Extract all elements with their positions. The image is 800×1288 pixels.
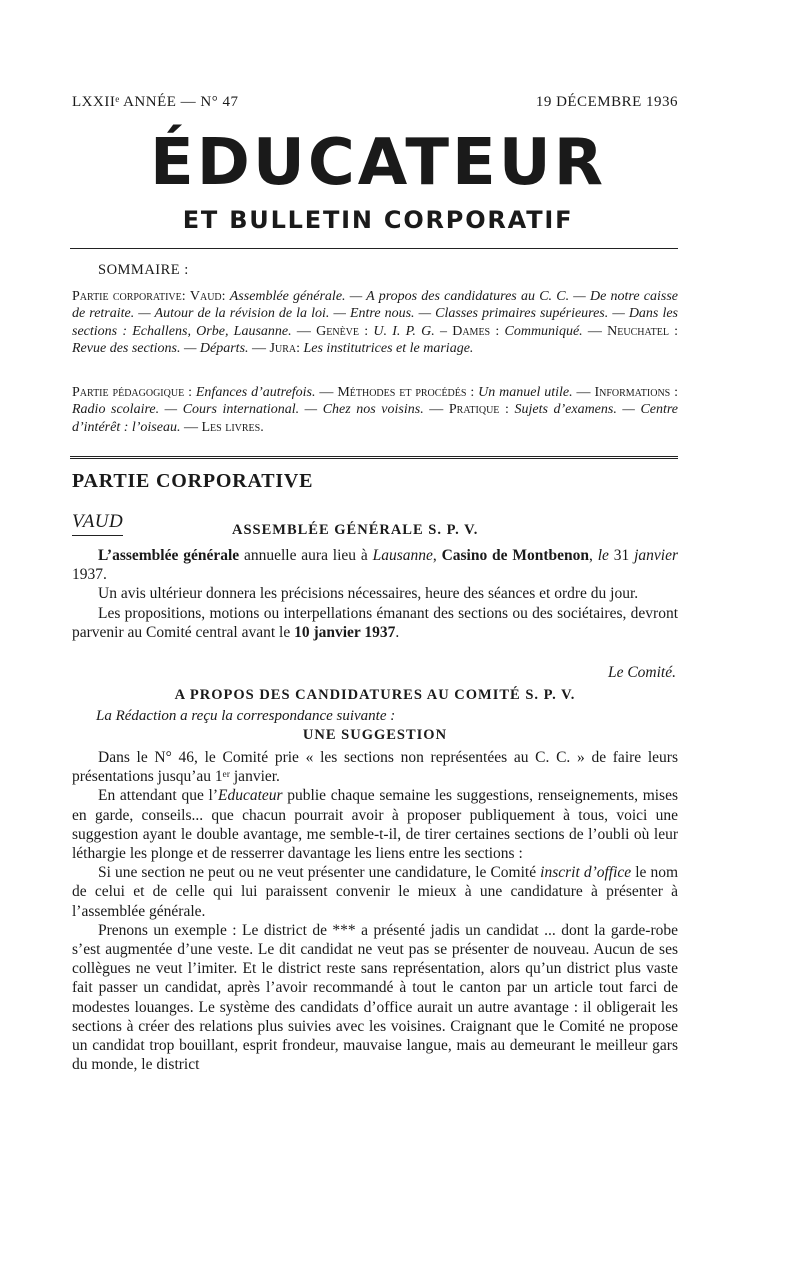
sommaire-label: Vaud	[189, 289, 222, 304]
issue-header	[72, 94, 678, 111]
sommaire-items: U. I. P. G.	[373, 323, 435, 339]
paragraph: Prenons un exemple : Le district de *** a présenté jadis un candidat ... dont la garde-robe s’est augmentée d’une veste. Le dit candidat ne veut pas se présenter de nouveau. Aucun de ses collègues ne veut l’imiter. Et le district reste sans représentation, alors qu’un district plus vaste fait passer un candidat, après l’avoir recommandé à tout le canton par un article tout farci de modestes louanges. Le système des candidats d’office aurait un autre avantage : il obligerait les sections à créer des relations plus suivies avec les voisines. Craignant que le Comité ne propose un candidat trop bouillant, esprit frondeur, mauvaise langue, mais au demeurant le meilleur gars du monde, le district	[72, 921, 678, 1074]
bold-text: 10 janvier 1937	[294, 623, 396, 641]
sommaire-label: Neuchatel	[607, 323, 669, 339]
paragraph	[72, 546, 678, 584]
signature: Le Comité.	[607, 664, 676, 681]
article-intro: La Rédaction a reçu la correspondance suivante :	[96, 708, 396, 724]
canton-heading: VAUD	[72, 511, 123, 536]
text: 31	[608, 547, 635, 564]
section-title: PARTIE CORPORATIVE	[72, 470, 314, 492]
italic-text: le	[597, 547, 609, 564]
paragraph	[72, 863, 678, 921]
italic-text: janvier	[634, 547, 678, 564]
article-candidatures	[72, 748, 678, 1074]
text: annuelle aura lieu à	[239, 547, 373, 564]
text: 1937.	[72, 566, 107, 584]
sommaire-pedagogique: Partie pédagogique : Enfances d’autrefois. — Méthodes et procédés : Un manuel utile. — Informations : Radio scolaire. — Cours international. — Chez nos voisins. — Pratique : Sujets d’examens. — Centre d’intérêt : l’oiseau. — Les livres.	[72, 385, 679, 435]
paragraph: Dans le N° 46, le Comité prie « les sections non représentées au C. C. » de faire leurs présentations jusqu’au 1ᵉʳ janvier.	[72, 749, 678, 786]
sommaire-label: Les livres.	[201, 419, 264, 435]
text: publie chaque semaine les suggestions, renseignements, mises en garde, conseils... que chacun pourrait avoir à proposer publiquement à tous, voici une suggestion ayant le double avantage, me semble-t-il, de tirer certaines sections de l’oubli où leur léthargie les plonge et de resserrer davantage les liens entre les sections :	[72, 787, 679, 863]
italic-text: Lausanne	[372, 547, 433, 564]
sommaire-label: Partie corporative	[72, 289, 182, 304]
bold-text: L’assemblée générale	[98, 547, 240, 564]
text: ,	[432, 547, 442, 564]
sommaire-label: Jura	[269, 341, 297, 357]
sommaire-items: Assemblée générale. — A propos des candidatures au C. C. — De notre caisse de retraite. — Autour de la révision de la loi. — Entre nous. — Classes primaires supérieures. — Dans les sections : Echallens, Orbe, Lausanne.	[72, 289, 678, 339]
sommaire-corporative: Partie corporative: Vaud: Assemblée générale. — A propos des candidatures au C. C. — De notre caisse de retraite. — Autour de la révision de la loi. — Entre nous. — Classes primaires supérieures. — Dans les sections : Echallens, Orbe, Lausanne. — Genève : U. I. P. G. – Dames : Communiqué. — Neuchatel : Revue des sections. — Départs. — Jura: Les institutrices et le mariage.	[72, 289, 679, 357]
italic-text: Educateur	[218, 787, 283, 805]
text: ,	[589, 547, 598, 564]
sommaire-label: Méthodes et procédés	[337, 385, 467, 400]
text: Si une section ne peut ou ne veut présenter une candidature, le Comité	[98, 864, 541, 882]
sommaire-label: Dames	[452, 323, 491, 339]
paragraph	[72, 604, 678, 642]
article-subheading: UNE SUGGESTION	[302, 727, 448, 743]
sommaire-items: Un manuel utile.	[478, 385, 573, 400]
sommaire-items: Les institutrices et le mariage.	[303, 341, 474, 357]
issue-number: LXXIIᵉ ANNÉE — N° 47	[72, 94, 239, 110]
journal-subtitle: ET BULLETIN CORPORATIF	[182, 206, 574, 234]
bold-text: Casino de Montbenon	[441, 547, 590, 564]
sommaire-heading: SOMMAIRE :	[98, 262, 189, 278]
article-heading: ASSEMBLÉE GÉNÉRALE S. P. V.	[232, 522, 479, 538]
italic-text: inscrit d’office	[540, 864, 632, 882]
sommaire-items: Sujets d’examens. — Centre d’intérêt : l’oiseau.	[72, 402, 679, 435]
paragraph	[72, 786, 678, 863]
sommaire-items: Radio scolaire. — Cours international. — Chez nos voisins.	[72, 402, 424, 418]
text: .	[395, 623, 400, 641]
article-assemblee	[72, 546, 678, 642]
sommaire-label: Informations	[594, 385, 671, 400]
divider	[70, 456, 678, 459]
journal-title: ÉDUCATEUR	[150, 126, 606, 200]
paragraph: Un avis ultérieur donnera les précisions nécessaires, heure des séances et ordre du jour.	[98, 585, 639, 603]
issue-date: 19 DÉCEMBRE 1936	[535, 94, 678, 110]
sommaire-items: Revue des sections. — Départs.	[72, 341, 249, 357]
text: En attendant que l’	[98, 787, 219, 805]
sommaire-items: Communiqué.	[504, 323, 583, 339]
sommaire-label: Genève	[316, 323, 360, 339]
text: Les propositions, motions ou interpellations émanant des sections ou des sociétaires, devront parvenir au Comité central avant le	[72, 604, 678, 641]
sommaire-label: Partie pédagogique	[72, 385, 185, 400]
divider	[70, 248, 678, 249]
sommaire-items: Enfances d’autrefois.	[195, 385, 316, 400]
article-heading: A PROPOS DES CANDIDATURES AU COMITÉ S. P. V.	[174, 687, 576, 703]
text: le nom de celui et de celle qui lui paraissent convenir le mieux à une candidature à présenter à l’assemblée générale.	[72, 864, 679, 920]
sommaire-label: Pratique	[448, 402, 500, 418]
